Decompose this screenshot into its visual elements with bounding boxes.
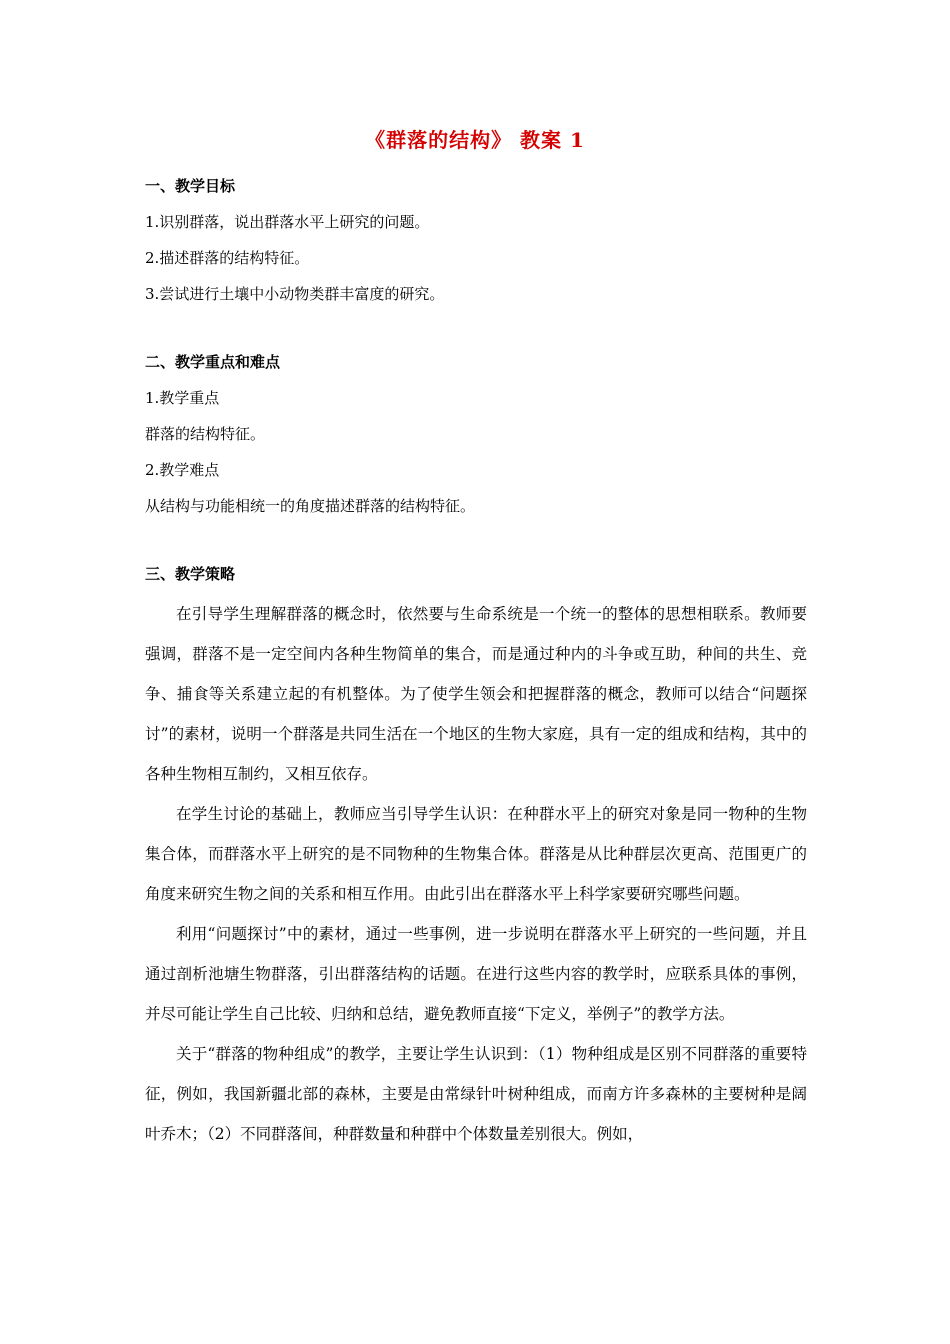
key-point-label: 1.教学重点 bbox=[145, 389, 220, 407]
section-teaching-strategy bbox=[145, 564, 807, 1154]
difficulty-label: 2.教学难点 bbox=[145, 461, 220, 479]
goal-item: 1.识别群落，说出群落水平上研究的问题。 bbox=[145, 213, 430, 231]
section-heading: 三、教学策略 bbox=[145, 565, 236, 583]
strategy-paragraph: 利用“问题探讨”中的素材，通过一些事例，进一步说明在群落水平上研究的一些问题，并且通过剖析池塘生物群落，引出群落结构的话题。在进行这些内容的教学时，应联系具体的事例，并尽可能让学生自己比较、归纳和总结，避免教师直接“下定义，举例子”的教学方法。 bbox=[145, 925, 807, 1023]
document-title: 《群落的结构》 教案 1 bbox=[365, 128, 585, 152]
strategy-paragraph: 在引导学生理解群落的概念时，依然要与生命系统是一个统一的整体的思想相联系。教师要强调，群落不是一定空间内各种生物简单的集合，而是通过种内的斗争或互助，种间的共生、竞争、捕食等关系建立起的有机整体。为了使学生领会和把握群落的概念，教师可以结合“问题探讨”的素材，说明一个群落是共同生活在一个地区的生物大家庭，具有一定的组成和结构，其中的各种生物相互制约，又相互依存。 bbox=[145, 605, 807, 783]
section-heading: 一、教学目标 bbox=[145, 177, 236, 195]
strategy-paragraph: 关于“群落的物种组成”的教学，主要让学生认识到：（1）物种组成是区别不同群落的重要特征，例如，我国新疆北部的森林，主要是由常绿针叶树种组成，而南方许多森林的主要树种是阔叶乔木；（2）不同群落间，种群数量和种群中个体数量差别很大。例如， bbox=[145, 1045, 807, 1143]
document-body bbox=[145, 176, 807, 1154]
section-key-points bbox=[145, 352, 807, 516]
goal-item: 2.描述群落的结构特征。 bbox=[145, 249, 310, 267]
section-teaching-goals bbox=[145, 176, 807, 304]
key-point-text: 群落的结构特征。 bbox=[145, 425, 266, 443]
difficulty-text: 从结构与功能相统一的角度描述群落的结构特征。 bbox=[145, 497, 476, 515]
section-heading: 二、教学重点和难点 bbox=[145, 353, 281, 371]
goal-item: 3.尝试进行土壤中小动物类群丰富度的研究。 bbox=[145, 285, 445, 303]
strategy-paragraph: 在学生讨论的基础上，教师应当引导学生认识：在种群水平上的研究对象是同一物种的生物集合体，而群落水平上研究的是不同物种的生物集合体。群落是从比种群层次更高、范围更广的角度来研究生物之间的关系和相互作用。由此引出在群落水平上科学家要研究哪些问题。 bbox=[145, 805, 807, 903]
